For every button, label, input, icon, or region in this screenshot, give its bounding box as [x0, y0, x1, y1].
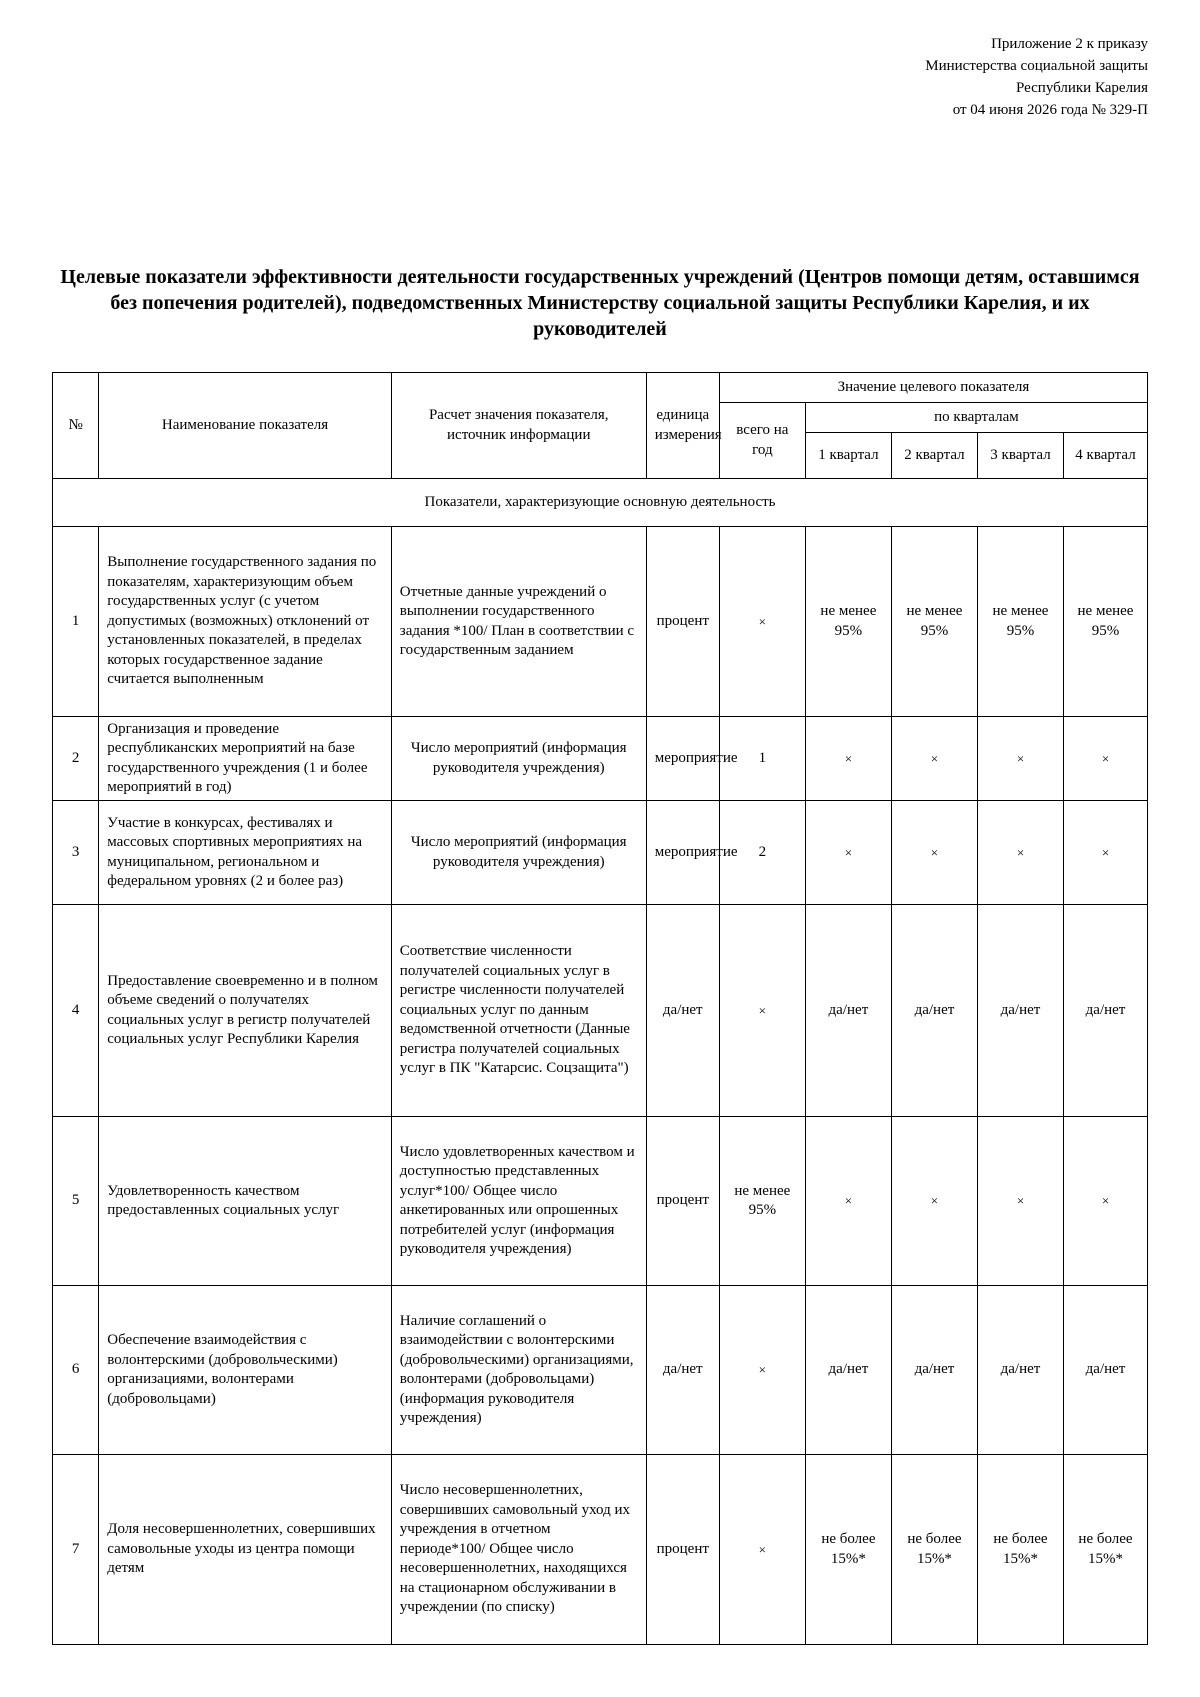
table-row [53, 1455, 1148, 1645]
row-unit: да/нет [646, 1286, 719, 1455]
row-year: × [719, 905, 805, 1117]
table-row [53, 801, 1148, 905]
row-year: не менее 95% [719, 1117, 805, 1286]
row-name: Удовлетворенность качеством предоставленных социальных услуг [99, 1117, 392, 1286]
row-q4: да/нет [1064, 1286, 1148, 1455]
row-q4: × [1064, 717, 1148, 801]
row-unit: процент [646, 1455, 719, 1645]
row-q4: × [1064, 801, 1148, 905]
row-q3: да/нет [977, 905, 1063, 1117]
col-header-year: всего на год [719, 403, 805, 479]
row-unit: мероприятие [646, 801, 719, 905]
row-name: Предоставление своевременно и в полном объеме сведений о получателях социальных услуг в регистр получателей социальных услуг Республики Карелия [99, 905, 392, 1117]
row-q2: да/нет [891, 905, 977, 1117]
republic-line: Республики Карелия [1015, 80, 1148, 96]
row-q3: × [977, 717, 1063, 801]
row-name: Участие в конкурсах, фестивалях и массовых спортивных мероприятиях на муниципальном, региональном и федеральном уровнях (2 и более раз) [99, 801, 392, 905]
row-q4: да/нет [1064, 905, 1148, 1117]
row-year: × [719, 1286, 805, 1455]
row-q2: × [891, 1117, 977, 1286]
row-q2: не менее 95% [891, 527, 977, 717]
row-q1: да/нет [805, 905, 891, 1117]
ministry-line: Министерства социальной защиты [925, 58, 1148, 74]
row-q1: × [805, 1117, 891, 1286]
order-reference [925, 33, 1148, 121]
row-q4: не менее 95% [1064, 527, 1148, 717]
row-name: Организация и проведение республиканских мероприятий на базе государственного учреждения (1 и более мероприятий в год) [99, 717, 392, 801]
col-header-num: № [53, 373, 99, 479]
row-calc: Число мероприятий (информация руководителя учреждения) [391, 801, 646, 905]
col-header-q3: 3 квартал [977, 433, 1063, 479]
row-calc: Число удовлетворенных качеством и доступностью представленных услуг*100/ Общее число анкетированных или опрошенных потребителей услуг (информация руководителя учреждения) [391, 1117, 646, 1286]
order-date-line: от 04 июня 2026 года № 329-П [952, 102, 1148, 118]
col-header-target: Значение целевого показателя [719, 373, 1147, 403]
row-calc: Число мероприятий (информация руководителя учреждения) [391, 717, 646, 801]
document-title: Целевые показатели эффективности деятельности государственных учреждений (Центров помощи детям, оставшимся без попечения родителей), подведомственных Министерству социальной защиты Республики Карелия, и их руководителей [60, 266, 1140, 340]
table-row [53, 1286, 1148, 1455]
row-num: 4 [53, 905, 99, 1117]
indicators-table [52, 372, 1148, 1645]
row-q3: × [977, 1117, 1063, 1286]
row-num: 6 [53, 1286, 99, 1455]
row-q1: да/нет [805, 1286, 891, 1455]
row-num: 1 [53, 527, 99, 717]
col-header-q1: 1 квартал [805, 433, 891, 479]
row-year: × [719, 527, 805, 717]
row-year: × [719, 1455, 805, 1645]
section-heading: Показатели, характеризующие основную деятельность [53, 479, 1148, 527]
table-row [53, 905, 1148, 1117]
table-row [53, 717, 1148, 801]
row-q1: × [805, 801, 891, 905]
row-name: Доля несовершеннолетних, совершивших самовольные уходы из центра помощи детям [99, 1455, 392, 1645]
row-calc: Число несовершеннолетних, совершивших самовольный уход их учреждения в отчетном периоде*100/ Общее число несовершеннолетних, находящихся на стационарном обслуживании в учреждении (по списку) [391, 1455, 646, 1645]
row-calc: Наличие соглашений о взаимодействии с волонтерскими (добровольческими) организациями, волонтерами (добровольцами) (информация руководителя учреждения) [391, 1286, 646, 1455]
row-q2: не более 15%* [891, 1455, 977, 1645]
row-year: 1 [719, 717, 805, 801]
row-q4: не более 15%* [1064, 1455, 1148, 1645]
col-header-unit: единица измерения [646, 373, 719, 479]
table-row [53, 1117, 1148, 1286]
row-num: 3 [53, 801, 99, 905]
row-q3: не более 15%* [977, 1455, 1063, 1645]
row-unit: да/нет [646, 905, 719, 1117]
row-calc: Отчетные данные учреждений о выполнении государственного задания *100/ План в соответствии с государственным заданием [391, 527, 646, 717]
table-row [53, 527, 1148, 717]
row-q1: не более 15%* [805, 1455, 891, 1645]
row-calc: Соответствие численности получателей социальных услуг в регистре численности получателей социальных услуг по данным ведомственной отчетности (Данные регистра получателей социальных услуг в ПК "Катарсис. Соцзащита") [391, 905, 646, 1117]
row-unit: процент [646, 527, 719, 717]
row-name: Выполнение государственного задания по показателям, характеризующим объем государственных услуг (с учетом допустимых (возможных) отклонений от установленных показателей, в пределах которых государственное задание считается выполненным [99, 527, 392, 717]
row-q3: да/нет [977, 1286, 1063, 1455]
row-q2: да/нет [891, 1286, 977, 1455]
row-unit: процент [646, 1117, 719, 1286]
row-q3: × [977, 801, 1063, 905]
appendix-line: Приложение 2 к приказу [991, 36, 1148, 52]
col-header-name: Наименование показателя [99, 373, 392, 479]
row-q1: × [805, 717, 891, 801]
col-header-quarters: по кварталам [805, 403, 1147, 433]
col-header-calc: Расчет значения показателя, источник информации [391, 373, 646, 479]
col-header-q4: 4 квартал [1064, 433, 1148, 479]
row-q4: × [1064, 1117, 1148, 1286]
row-q3: не менее 95% [977, 527, 1063, 717]
row-q2: × [891, 717, 977, 801]
row-num: 7 [53, 1455, 99, 1645]
row-num: 5 [53, 1117, 99, 1286]
row-num: 2 [53, 717, 99, 801]
row-name: Обеспечение взаимодействия с волонтерскими (добровольческими) организациями, волонтерами (добровольцами) [99, 1286, 392, 1455]
row-year: 2 [719, 801, 805, 905]
row-q1: не менее 95% [805, 527, 891, 717]
row-unit: мероприятие [646, 717, 719, 801]
row-q2: × [891, 801, 977, 905]
col-header-q2: 2 квартал [891, 433, 977, 479]
